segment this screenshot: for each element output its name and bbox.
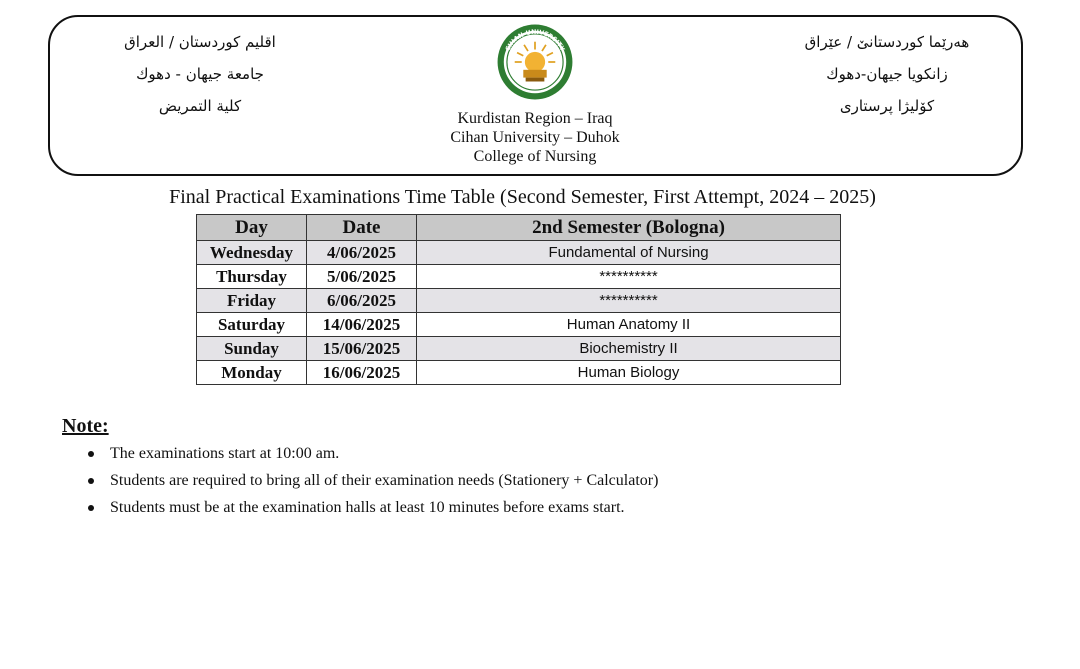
course-cell: Biochemistry II bbox=[417, 337, 841, 361]
english-line-university: Cihan University – Duhok bbox=[450, 129, 620, 146]
day-cell: Saturday bbox=[197, 313, 307, 337]
arabic-line-college: كلية التمريض bbox=[158, 97, 242, 115]
kurdish-line-region: هەرێما كوردستانێ / عێراق bbox=[804, 33, 970, 51]
course-cell: ********** bbox=[417, 265, 841, 289]
kurdish-line-university: زانكويا جيهان-دهوك bbox=[826, 65, 948, 83]
day-cell: Wednesday bbox=[197, 241, 307, 265]
column-header-date: Date bbox=[307, 215, 417, 241]
table-row bbox=[197, 313, 841, 337]
note-heading: Note: bbox=[62, 415, 109, 437]
table-row bbox=[197, 241, 841, 265]
table-row bbox=[197, 289, 841, 313]
english-line-college: College of Nursing bbox=[473, 148, 597, 165]
course-cell: Human Biology bbox=[417, 361, 841, 385]
date-cell: 15/06/2025 bbox=[307, 337, 417, 361]
table-row bbox=[197, 265, 841, 289]
day-cell: Monday bbox=[197, 361, 307, 385]
arabic-line-university: جامعة جيهان - دهوك bbox=[136, 65, 264, 83]
english-address bbox=[400, 23, 670, 166]
arabic-address bbox=[80, 35, 320, 131]
notes-list bbox=[62, 440, 658, 521]
page-title: Final Practical Examinations Time Table (Second Semester, First Attempt, 2024 – 2025) bbox=[169, 186, 876, 208]
day-cell: Sunday bbox=[197, 337, 307, 361]
table-header-row bbox=[197, 215, 841, 241]
date-cell: 14/06/2025 bbox=[307, 313, 417, 337]
table-row bbox=[197, 337, 841, 361]
note-item: The examinations start at 10:00 am. bbox=[110, 440, 658, 467]
course-cell: Human Anatomy II bbox=[417, 313, 841, 337]
note-item: Students must be at the examination halls at least 10 minutes before exams start. bbox=[110, 494, 658, 521]
column-header-day: Day bbox=[197, 215, 307, 241]
table-row bbox=[197, 361, 841, 385]
exam-timetable bbox=[196, 214, 841, 385]
course-cell: ********** bbox=[417, 289, 841, 313]
column-header-course: 2nd Semester (Bologna) bbox=[417, 215, 841, 241]
kurdish-line-college: كۆلیژا پرستاری bbox=[839, 97, 935, 115]
day-cell: Thursday bbox=[197, 265, 307, 289]
date-cell: 4/06/2025 bbox=[307, 241, 417, 265]
course-cell: Fundamental of Nursing bbox=[417, 241, 841, 265]
date-cell: 5/06/2025 bbox=[307, 265, 417, 289]
university-seal-icon bbox=[496, 23, 574, 101]
date-cell: 6/06/2025 bbox=[307, 289, 417, 313]
day-cell: Friday bbox=[197, 289, 307, 313]
date-cell: 16/06/2025 bbox=[307, 361, 417, 385]
note-item: Students are required to bring all of their examination needs (Stationery + Calculator) bbox=[110, 467, 658, 494]
letterhead bbox=[48, 15, 1023, 176]
english-line-region: Kurdistan Region – Iraq bbox=[457, 110, 613, 127]
seal-text: CIHAN UNIVERSITY bbox=[504, 28, 566, 53]
arabic-line-region: اقليم كوردستان / العراق bbox=[124, 33, 276, 51]
kurdish-address bbox=[767, 35, 1007, 131]
